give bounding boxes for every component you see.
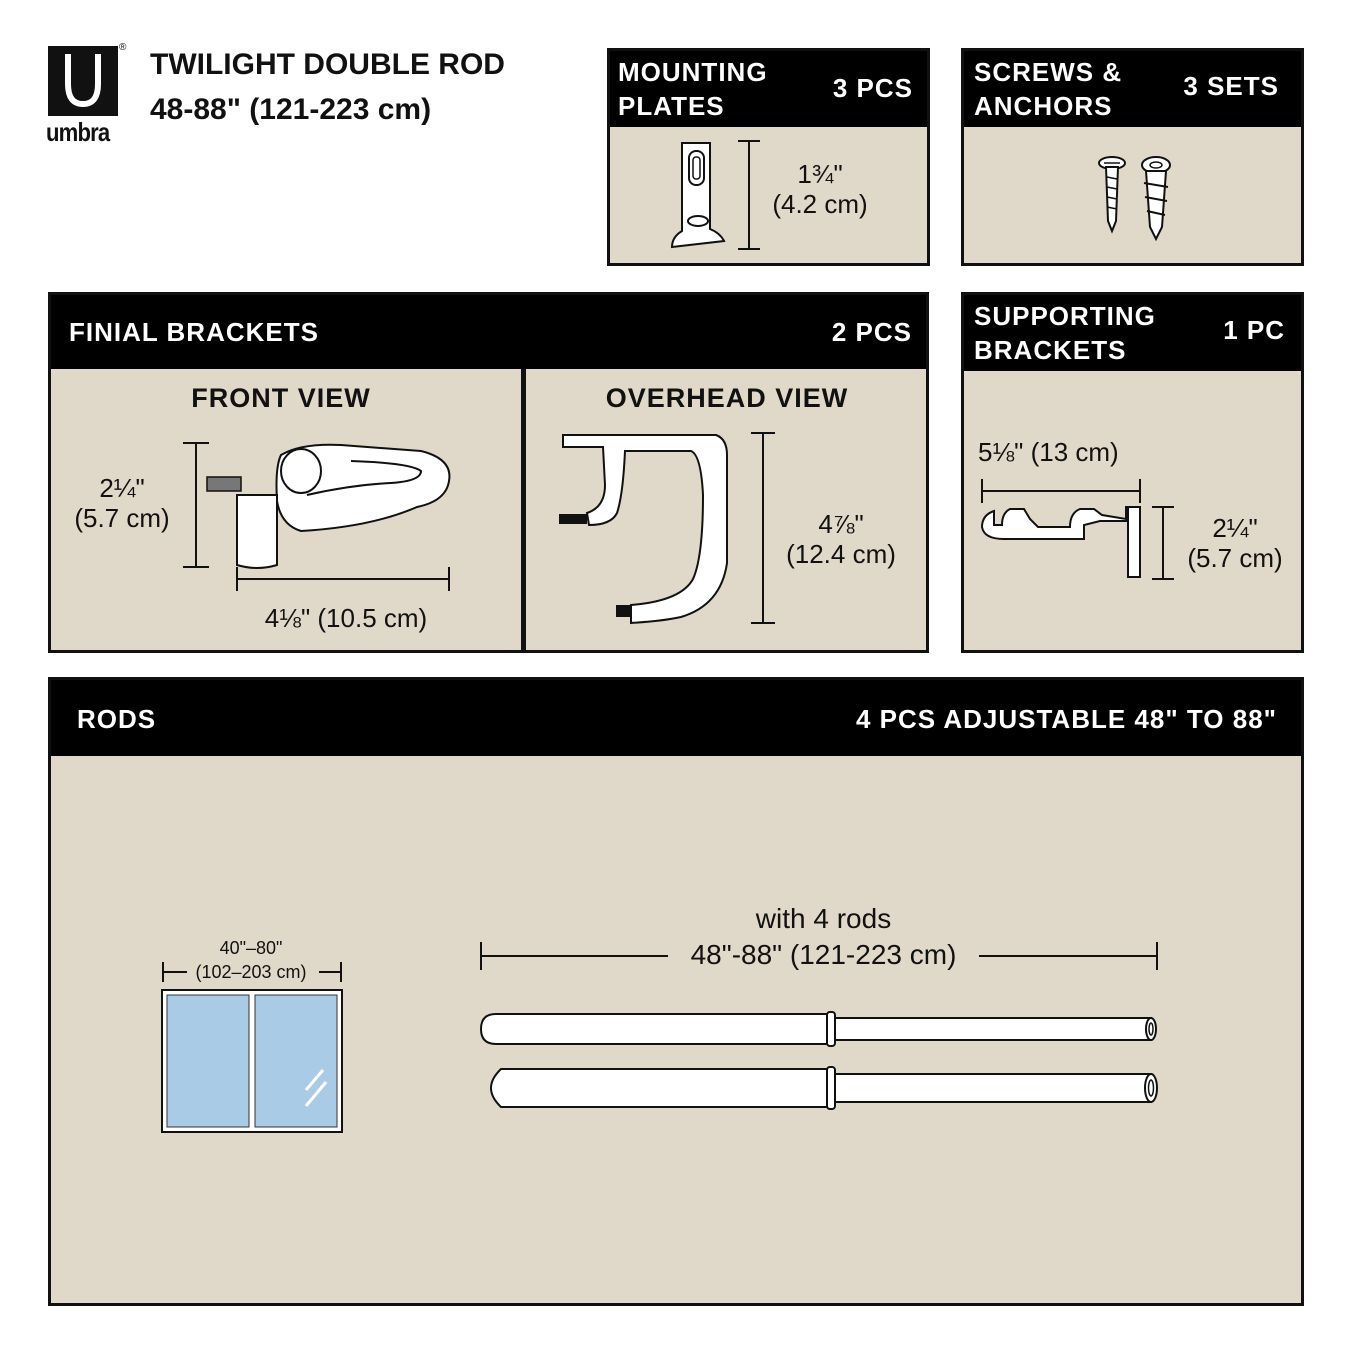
rod-upper bbox=[481, 1012, 1156, 1046]
product-title-line2: 48-88" (121-223 cm) bbox=[150, 93, 432, 126]
screws-anchors-panel bbox=[961, 48, 1304, 266]
screws-anchors-count: 3 SETS bbox=[1183, 71, 1279, 101]
mounting-plates-label: MOUNTING PLATES bbox=[618, 57, 768, 121]
mounting-plates-panel bbox=[607, 48, 930, 266]
mounting-plates-count: 3 PCS bbox=[832, 73, 913, 103]
logo-u-shape bbox=[48, 46, 118, 116]
front-view-height: 2¼" (5.7 cm) bbox=[74, 473, 170, 533]
rods-count: 4 PCS ADJUSTABLE 48" TO 88" bbox=[855, 704, 1277, 734]
brand-name: umbra bbox=[46, 117, 110, 147]
finial-brackets-count: 2 PCS bbox=[831, 317, 912, 347]
product-title bbox=[150, 42, 505, 132]
registered-mark: ® bbox=[119, 42, 127, 53]
product-title-line1: TWILIGHT DOUBLE ROD bbox=[150, 48, 505, 81]
supporting-bracket-height: 2¼" (5.7 cm) bbox=[1187, 513, 1283, 573]
rods-length-range: 48"-88" (121-223 cm) bbox=[690, 939, 957, 970]
rods-panel bbox=[48, 677, 1304, 1306]
finial-brackets-label: FINIAL BRACKETS bbox=[69, 317, 319, 347]
supporting-brackets-count: 1 PC bbox=[1223, 315, 1285, 345]
rod-lower bbox=[491, 1067, 1157, 1109]
umbra-logo bbox=[48, 46, 118, 116]
supporting-bracket-drawing bbox=[964, 295, 1307, 656]
window-width-range: 40"–80" (102–203 cm) bbox=[195, 938, 307, 982]
supporting-brackets-label: SUPPORTING BRACKETS bbox=[974, 301, 1156, 365]
supporting-brackets-panel bbox=[961, 292, 1304, 653]
mounting-plate-dimension: 1¾" (4.2 cm) bbox=[772, 159, 868, 219]
supporting-bracket-width: 5⅛" (13 cm) bbox=[978, 437, 1119, 467]
overhead-view-depth: 4⅞" (12.4 cm) bbox=[786, 509, 896, 569]
screws-anchors-label: SCREWS & ANCHORS bbox=[974, 57, 1123, 121]
overhead-view-title: OVERHEAD VIEW bbox=[605, 383, 849, 413]
screw-anchor-icon bbox=[964, 51, 1307, 269]
front-view-title: FRONT VIEW bbox=[191, 383, 371, 413]
finial-brackets-panel bbox=[48, 292, 929, 653]
rods-drawing bbox=[51, 680, 1307, 1309]
window-icon bbox=[162, 990, 342, 1132]
rods-caption: with 4 rods bbox=[755, 903, 892, 934]
rods-label: RODS bbox=[77, 704, 157, 734]
front-view-width: 4⅛" (10.5 cm) bbox=[264, 603, 428, 633]
